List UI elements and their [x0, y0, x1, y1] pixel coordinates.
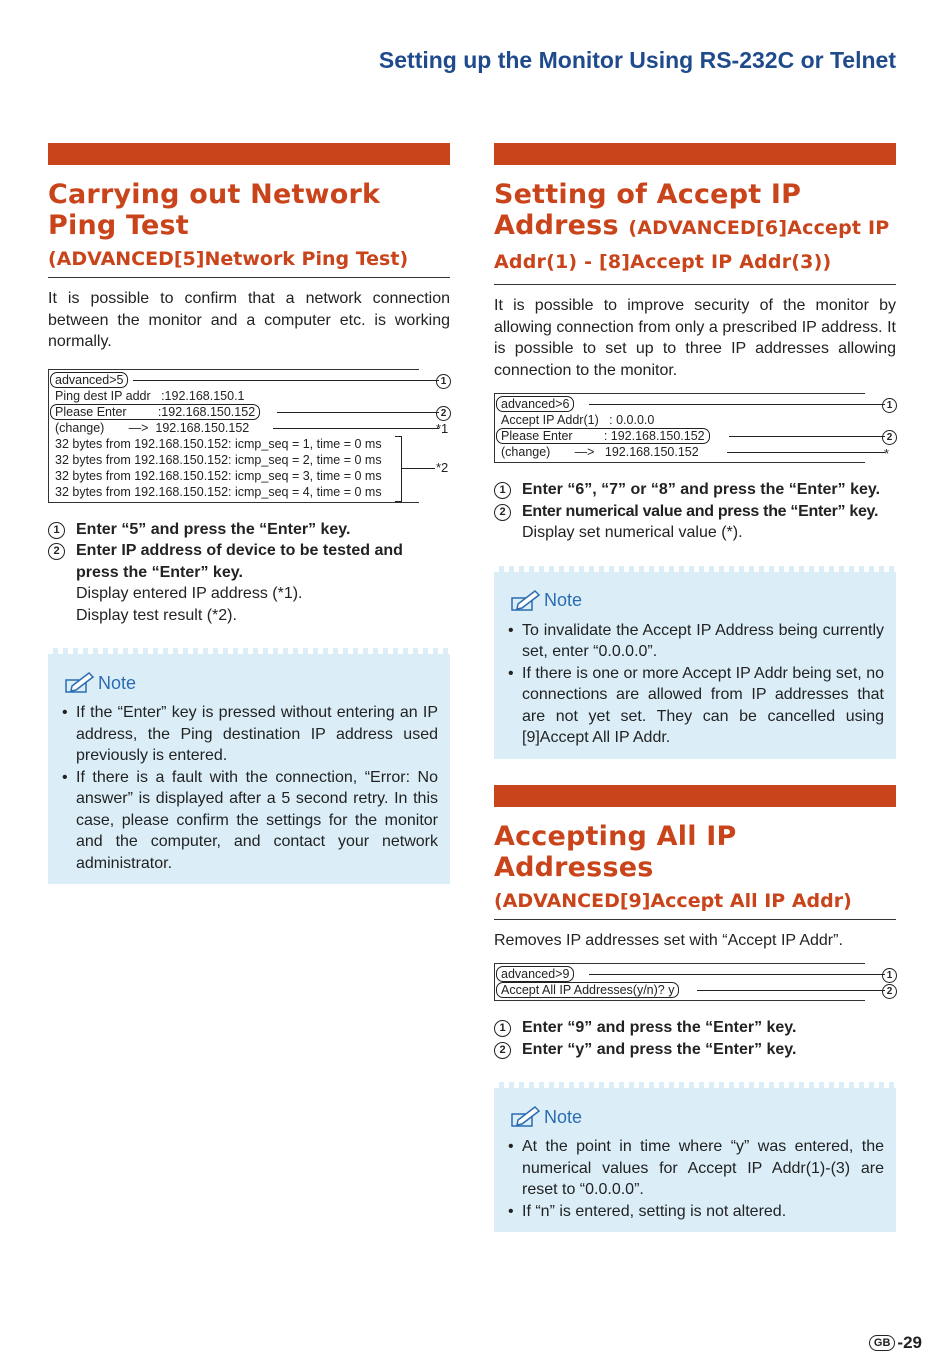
- terminal-line: Ping dest IP addr :192.168.150.1: [55, 388, 245, 403]
- terminal-example: [48, 369, 450, 503]
- section-bar: [494, 143, 896, 165]
- note-box: [494, 1082, 896, 1232]
- section-subheading-accept-all: (ADVANCED[9]Accept All IP Addr): [494, 889, 852, 912]
- section-subheading-accept-ip: (ADVANCED[6]Accept IP Addr(1) - [8]Accept IP Addr(3)): [494, 217, 890, 273]
- terminal-line: (change) —> 192.168.150.152: [501, 445, 699, 459]
- terminal-example: [494, 393, 896, 463]
- terminal-line: Please Enter :192.168.150.152: [50, 404, 260, 420]
- terminal-line: 32 bytes from 192.168.150.152: icmp_seq = 4, time = 0 ms: [55, 484, 382, 499]
- step-item: 2 Enter “y” and press the “Enter” key.: [494, 1039, 896, 1061]
- terminal-line: Accept All IP Addresses(y/n)? y: [496, 982, 679, 998]
- step-item: 1 Enter “5” and press the “Enter” key.: [48, 519, 450, 541]
- note-item: • To invalidate the Accept IP Address being currently set, enter “0.0.0.0”.: [508, 620, 884, 663]
- pencil-note-icon: [508, 1104, 542, 1130]
- terminal-line: 32 bytes from 192.168.150.152: icmp_seq = 2, time = 0 ms: [55, 452, 382, 467]
- callout-2: 2: [436, 405, 451, 421]
- left-column: [48, 143, 450, 884]
- heading-rule: [494, 284, 896, 285]
- terminal-line: 32 bytes from 192.168.150.152: icmp_seq = 1, time = 0 ms: [55, 436, 382, 451]
- note-title: Note: [544, 590, 583, 610]
- section-heading-ping: Carrying out Network Ping Test: [48, 179, 381, 241]
- section-subheading-ping: (ADVANCED[5]Network Ping Test): [48, 248, 409, 270]
- note-item: • If the “Enter” key is pressed without entering an IP address, the Ping destination IP address used previously is entered.: [62, 702, 438, 767]
- note-title: Note: [544, 1106, 583, 1127]
- section-bar: [48, 143, 450, 165]
- pencil-note-icon: [62, 670, 96, 696]
- callout-star: *: [884, 446, 890, 461]
- section-bar: [494, 785, 896, 807]
- terminal-line: 32 bytes from 192.168.150.152: icmp_seq = 3, time = 0 ms: [55, 468, 382, 483]
- note-item: • If there is one or more Accept IP Addr being set, no connections are allowed from IP addresses that are not yet set. They can be cancelled using [9]Accept All IP Addr.: [508, 663, 884, 749]
- intro-text: It is possible to improve security of the monitor by allowing connection from only a prescribed IP address. It is possible to set up to three IP addresses allowing connection to the monitor.: [494, 297, 896, 379]
- terminal-line: advanced>5: [50, 372, 128, 388]
- result-bracket: [395, 436, 402, 502]
- note-box: [494, 566, 896, 759]
- page-number: [869, 1333, 922, 1353]
- steps-list: [48, 519, 450, 627]
- step-detail: Display entered IP address (*1).: [76, 585, 303, 602]
- heading-rule: [48, 277, 450, 278]
- section-heading-accept-ip: Setting of Accept IP Address (ADVANCED[6]Accept IP Addr(1) - [8]Accept IP Addr(3)): [494, 179, 890, 273]
- steps-list: [494, 1017, 896, 1060]
- callout-2: 2: [882, 983, 897, 999]
- note-box: [48, 648, 450, 884]
- step-item: 2 Enter IP address of device to be tested and press the “Enter” key.: [48, 540, 450, 583]
- terminal-line: Please Enter : 192.168.150.152: [496, 428, 710, 444]
- page-number-text: -29: [897, 1333, 922, 1352]
- terminal-line: (change) —> 192.168.150.152: [55, 420, 250, 435]
- step-detail: Display test result (*2).: [76, 606, 237, 624]
- note-title: Note: [98, 672, 137, 693]
- result-leader: [401, 468, 435, 469]
- intro-text: Removes IP addresses set with “Accept IP Addr”.: [494, 931, 843, 949]
- section-accept-all: [494, 785, 896, 1233]
- intro-text: It is possible to confirm that a network connection between the monitor and a computer etc. is working normally.: [48, 290, 450, 350]
- right-column: [494, 143, 896, 1232]
- pencil-note-icon: [508, 588, 542, 614]
- step-item: 2 Enter numerical value and press the “Enter” key.: [494, 501, 896, 523]
- terminal-line: advanced>9: [496, 966, 574, 982]
- region-badge: GB: [869, 1335, 896, 1351]
- section-heading-accept-all: Accepting All IP Addresses: [494, 820, 737, 883]
- steps-list: [494, 479, 896, 544]
- terminal-line: Accept IP Addr(1) : 0.0.0.0: [501, 413, 655, 427]
- terminal-line: advanced>6: [496, 396, 574, 412]
- step-item: 1 Enter “9” and press the “Enter” key.: [494, 1017, 896, 1039]
- callout-star2: *2: [436, 459, 449, 475]
- note-item: • If there is a fault with the connection, “Error: No answer” is displayed after a 5 second retry. In this case, please confirm the settings for the monitor and the computer, and contact your network administrator.: [62, 767, 438, 875]
- callout-2: 2: [882, 429, 897, 445]
- callout-1: 1: [882, 397, 897, 413]
- callout-1: 1: [882, 967, 897, 983]
- step-item: 1 Enter “6”, “7” or “8” and press the “Enter” key.: [494, 479, 896, 501]
- note-item: • At the point in time where “y” was entered, the numerical values for Accept IP Addr(1)-(3) are reset to “0.0.0.0”.: [508, 1136, 884, 1201]
- note-item: • If “n” is entered, setting is not altered.: [508, 1201, 884, 1223]
- step-detail: Display set numerical value (*).: [522, 524, 743, 541]
- callout-1: 1: [436, 373, 451, 389]
- terminal-example: [494, 963, 896, 1001]
- heading-rule: [494, 919, 896, 920]
- page-header-title: Setting up the Monitor Using RS-232C or Telnet: [378, 47, 896, 73]
- callout-star1: *1: [436, 420, 449, 436]
